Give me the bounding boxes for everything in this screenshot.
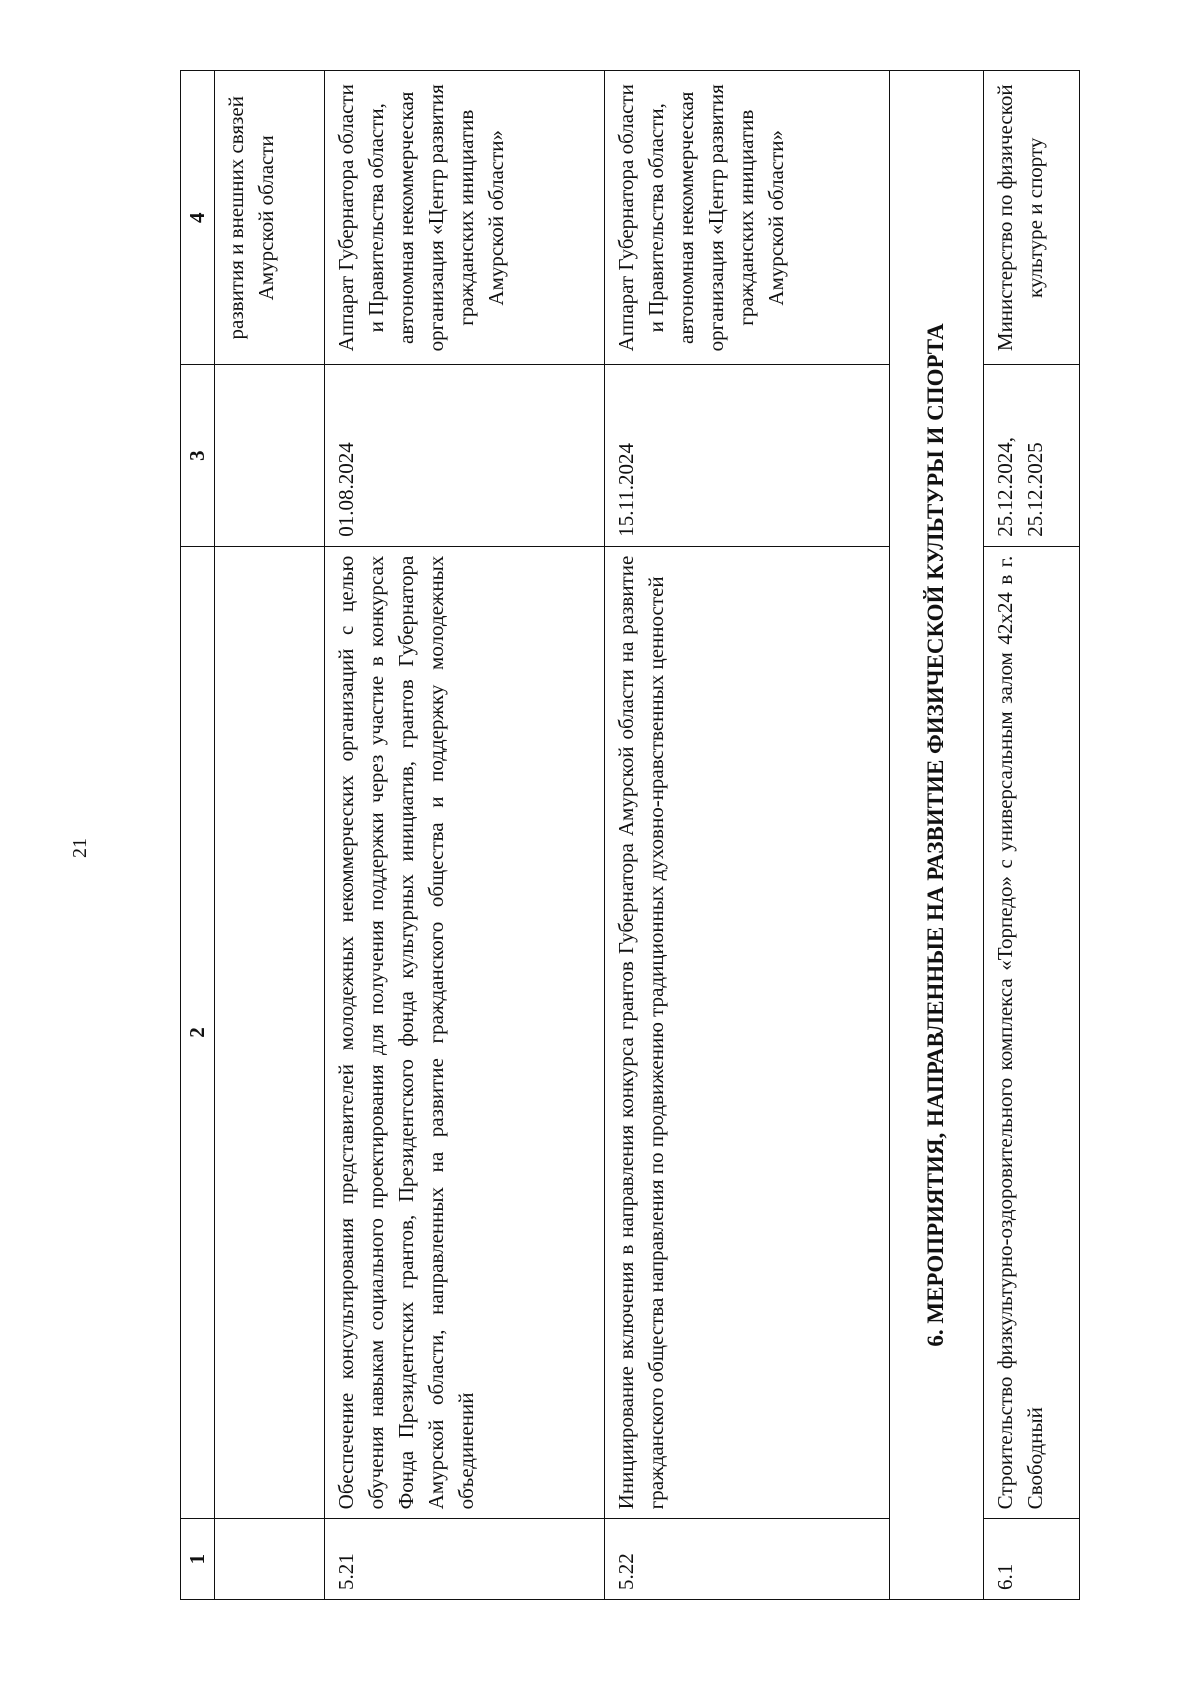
column-header-2: 2 — [181, 546, 215, 1519]
column-header-1: 1 — [181, 1519, 215, 1600]
section-heading-row — [889, 71, 983, 1600]
cell-num: 6.1 — [983, 1519, 1079, 1600]
cell-date — [215, 365, 325, 546]
cell-responsible: Аппарат Губернатора области и Правительства области, автономная некоммерческая организация «Центр развития гражданских инициатив Амурской области» — [325, 71, 605, 366]
column-header-3: 3 — [181, 365, 215, 546]
cell-date: 01.08.2024 — [325, 365, 605, 546]
column-number-row — [181, 71, 215, 1600]
table-row-continuation — [215, 71, 325, 1600]
table-row — [983, 71, 1079, 1600]
table-row — [605, 71, 889, 1600]
cell-description: Строительство физкультурно-оздоровительного комплекса «Торпедо» с универсальным залом 42х24 в г. Свободный — [983, 546, 1079, 1519]
table-row — [325, 71, 605, 1600]
column-header-4: 4 — [181, 71, 215, 366]
cell-num: 5.22 — [605, 1519, 889, 1600]
measures-table — [180, 70, 1080, 1600]
page-number: 21 — [69, 838, 91, 858]
cell-responsible: Аппарат Губернатора области и Правительства области, автономная некоммерческая организация «Центр развития гражданских инициатив Амурской области» — [605, 71, 889, 366]
cell-date: 15.11.2024 — [605, 365, 889, 546]
cell-description: Обеспечение консультирования представителей молодежных некоммерческих организаций с целью обучения навыкам социального проектирования для получения поддержки через участие в конкурсах Фонда Президентских грантов, Президентского фонда культурных инициатив, грантов Губернатора Амурской области, направленных на развитие гражданского общества и поддержку молодежных объединений — [325, 546, 605, 1519]
cell-num — [215, 1519, 325, 1600]
cell-description: Инициирование включения в направления конкурса грантов Губернатора Амурской области на развитие гражданского общества направления по продвижению традиционных духовно-нравственных ценностей — [605, 546, 889, 1519]
section-title: 6. МЕРОПРИЯТИЯ, НАПРАВЛЕННЫЕ НА РАЗВИТИЕ ФИЗИЧЕСКОЙ КУЛЬТУРЫ И СПОРТА — [889, 71, 983, 1600]
cell-responsible: Министерство по физической культуре и спорту — [983, 71, 1079, 366]
cell-num: 5.21 — [325, 1519, 605, 1600]
cell-date: 25.12.2024, 25.12.2025 — [983, 365, 1079, 546]
cell-responsible: развития и внешних связей Амурской области — [215, 71, 325, 366]
cell-description — [215, 546, 325, 1519]
measures-table-wrapper — [180, 70, 1080, 1600]
